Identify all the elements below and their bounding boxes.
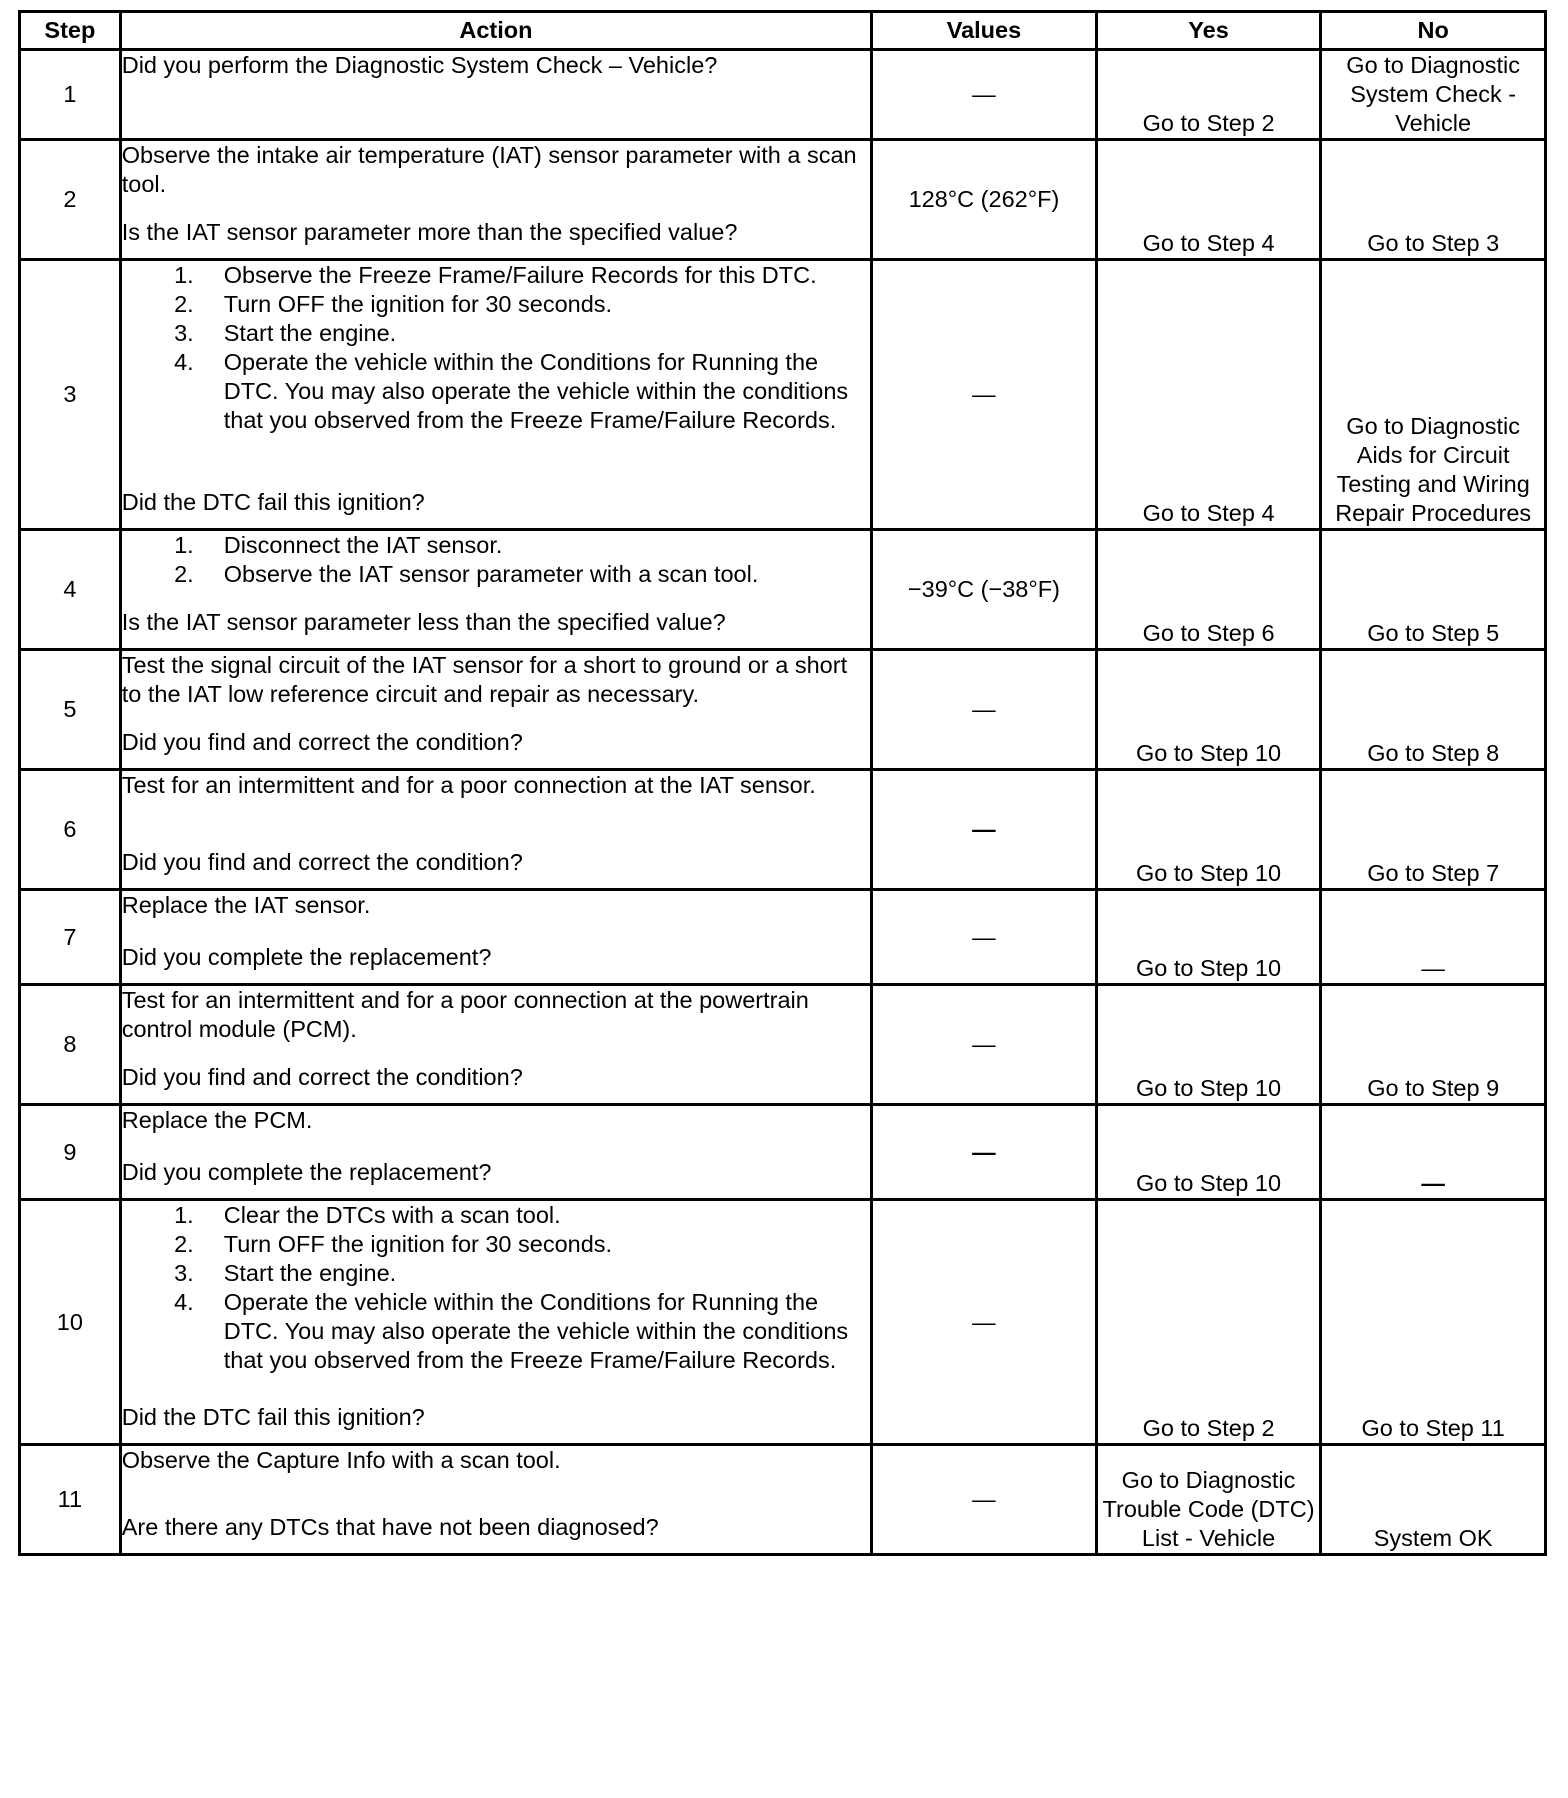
value-cell xyxy=(872,260,1097,530)
substep-item xyxy=(122,290,870,319)
value-cell xyxy=(872,140,1097,260)
no-cell xyxy=(1321,260,1546,530)
substep-text: Operate the vehicle within the Conditions for Running the DTC. You may also operate the vehicle within the conditions that you observed from the Freeze Frame/Failure Records. xyxy=(223,349,849,433)
value-text: — xyxy=(972,1031,996,1057)
no-text: Go to Step 5 xyxy=(1367,620,1500,646)
yes-text: Go to Step 10 xyxy=(1136,740,1282,766)
no-text: Go to Step 8 xyxy=(1367,740,1500,766)
no-text: — xyxy=(1421,955,1445,981)
table-row xyxy=(20,530,1546,650)
step-number: 8 xyxy=(20,985,121,1105)
action-content xyxy=(122,891,870,972)
action-text: Test for an intermittent and for a poor connection at the powertrain control module (PCM). xyxy=(121,987,809,1042)
action-question: Did you find and correct the condition? xyxy=(121,1064,523,1090)
substep-number: 1. xyxy=(174,532,194,558)
table-row xyxy=(20,770,1546,890)
substep-number: 3. xyxy=(174,320,194,346)
substep-number: 2. xyxy=(174,1231,194,1257)
action-question: Are there any DTCs that have not been diagnosed? xyxy=(121,1514,659,1540)
action-content xyxy=(122,1201,870,1432)
value-text: — xyxy=(972,816,996,842)
no-cell xyxy=(1321,770,1546,890)
yes-text: Go to Step 2 xyxy=(1142,110,1275,136)
step-number: 10 xyxy=(20,1200,121,1445)
table-row xyxy=(20,985,1546,1105)
yes-cell xyxy=(1096,1200,1321,1445)
step-number: 11 xyxy=(20,1445,121,1555)
header-row xyxy=(20,12,1546,50)
yes-cell xyxy=(1096,1445,1321,1555)
no-cell xyxy=(1321,650,1546,770)
action-cell xyxy=(120,1105,871,1200)
no-cell xyxy=(1321,1445,1546,1555)
no-text: System OK xyxy=(1373,1525,1493,1551)
action-question: Did you find and correct the condition? xyxy=(121,729,523,755)
action-question: Did the DTC fail this ignition? xyxy=(121,489,425,515)
yes-cell xyxy=(1096,50,1321,140)
yes-cell xyxy=(1096,770,1321,890)
step-number: 2 xyxy=(20,140,121,260)
action-cell xyxy=(120,50,871,140)
substep-item xyxy=(122,1230,870,1259)
yes-cell xyxy=(1096,140,1321,260)
substep-item xyxy=(122,1288,870,1375)
no-text: Go to Diagnostic Aids for Circuit Testing and Wiring Repair Procedures xyxy=(1335,413,1532,526)
substep-item xyxy=(122,348,870,435)
no-text: Go to Step 9 xyxy=(1367,1075,1500,1101)
value-cell xyxy=(872,770,1097,890)
no-cell xyxy=(1321,50,1546,140)
action-cell xyxy=(120,985,871,1105)
substep-text: Observe the Freeze Frame/Failure Records for this DTC. xyxy=(223,262,817,288)
yes-text: Go to Step 4 xyxy=(1142,500,1275,526)
table-row xyxy=(20,1445,1546,1555)
yes-text: Go to Step 4 xyxy=(1142,230,1275,256)
substep-number: 2. xyxy=(174,561,194,587)
header-no: No xyxy=(1321,12,1546,50)
substep-number: 1. xyxy=(174,262,194,288)
value-cell xyxy=(872,1105,1097,1200)
table-body xyxy=(20,50,1546,1555)
table-row xyxy=(20,650,1546,770)
substep-text: Operate the vehicle within the Conditions for Running the DTC. You may also operate the vehicle within the conditions that you observed from the Freeze Frame/Failure Records. xyxy=(223,1289,849,1373)
substep-item xyxy=(122,1201,870,1230)
substep-number: 2. xyxy=(174,291,194,317)
table-row xyxy=(20,1105,1546,1200)
action-content xyxy=(122,141,870,247)
action-cell xyxy=(120,770,871,890)
action-cell xyxy=(120,530,871,650)
no-text: — xyxy=(1421,1170,1445,1196)
yes-text: Go to Step 2 xyxy=(1142,1415,1275,1441)
action-text: Observe the Capture Info with a scan tool. xyxy=(121,1447,561,1473)
yes-cell xyxy=(1096,650,1321,770)
value-cell xyxy=(872,530,1097,650)
yes-cell xyxy=(1096,890,1321,985)
table-row xyxy=(20,50,1546,140)
step-number: 3 xyxy=(20,260,121,530)
no-text: Go to Step 3 xyxy=(1367,230,1500,256)
action-content xyxy=(122,986,870,1092)
header-action: Action xyxy=(120,12,871,50)
no-cell xyxy=(1321,140,1546,260)
substep-item xyxy=(122,531,870,560)
value-text: — xyxy=(972,923,996,950)
value-cell xyxy=(872,1445,1097,1555)
yes-cell xyxy=(1096,1105,1321,1200)
action-text: Observe the intake air temperature (IAT) sensor parameter with a scan tool. xyxy=(121,142,857,197)
value-text: — xyxy=(972,1486,996,1512)
value-cell xyxy=(872,890,1097,985)
action-text: Did you perform the Diagnostic System Check – Vehicle? xyxy=(121,52,718,78)
step-number: 9 xyxy=(20,1105,121,1200)
step-number: 6 xyxy=(20,770,121,890)
value-text: 128°C (262°F) xyxy=(908,186,1060,212)
no-cell xyxy=(1321,1200,1546,1445)
substep-text: Start the engine. xyxy=(223,320,397,346)
header-values: Values xyxy=(872,12,1097,50)
header-yes: Yes xyxy=(1096,12,1321,50)
substep-number: 1. xyxy=(174,1202,194,1228)
value-cell xyxy=(872,1200,1097,1445)
action-content xyxy=(122,651,870,757)
yes-text: Go to Step 10 xyxy=(1136,955,1282,981)
action-question: Did you complete the replacement? xyxy=(121,1159,492,1185)
action-cell xyxy=(120,650,871,770)
substep-text: Start the engine. xyxy=(223,1260,397,1286)
action-question: Did the DTC fail this ignition? xyxy=(121,1404,425,1430)
step-number: 7 xyxy=(20,890,121,985)
action-cell xyxy=(120,140,871,260)
substep-text: Disconnect the IAT sensor. xyxy=(223,532,503,558)
no-cell xyxy=(1321,1105,1546,1200)
yes-text: Go to Step 6 xyxy=(1142,620,1275,646)
table-row xyxy=(20,1200,1546,1445)
no-text: Go to Step 11 xyxy=(1361,1415,1505,1441)
substep-number: 4. xyxy=(174,1289,194,1315)
diagnostic-table xyxy=(18,10,1547,1556)
substep-item xyxy=(122,560,870,589)
action-content xyxy=(122,1106,870,1187)
substep-item xyxy=(122,319,870,348)
value-text: — xyxy=(972,81,996,107)
no-text: Go to Step 7 xyxy=(1367,860,1500,886)
header-step: Step xyxy=(20,12,121,50)
action-question: Is the IAT sensor parameter less than the specified value? xyxy=(121,609,726,635)
action-cell xyxy=(120,890,871,985)
action-text: Test for an intermittent and for a poor connection at the IAT sensor. xyxy=(121,772,816,798)
substep-item xyxy=(122,261,870,290)
yes-cell xyxy=(1096,260,1321,530)
action-question: Did you complete the replacement? xyxy=(121,944,492,970)
step-number: 4 xyxy=(20,530,121,650)
substep-text: Turn OFF the ignition for 30 seconds. xyxy=(223,291,613,317)
substep-list xyxy=(122,531,870,589)
yes-cell xyxy=(1096,985,1321,1105)
action-text: Replace the PCM. xyxy=(121,1107,313,1133)
yes-cell xyxy=(1096,530,1321,650)
substep-list xyxy=(122,1201,870,1375)
table-row xyxy=(20,140,1546,260)
value-text: −39°C (−38°F) xyxy=(907,576,1060,602)
substep-number: 4. xyxy=(174,349,194,375)
action-cell xyxy=(120,1200,871,1445)
yes-text: Go to Step 10 xyxy=(1136,1170,1282,1196)
action-text: Test the signal circuit of the IAT sensor for a short to ground or a short to the IAT low reference circuit and repair as necessary. xyxy=(121,652,848,707)
action-content xyxy=(122,1446,870,1542)
step-number: 5 xyxy=(20,650,121,770)
no-cell xyxy=(1321,985,1546,1105)
action-question: Did you find and correct the condition? xyxy=(121,849,523,875)
substep-number: 3. xyxy=(174,1260,194,1286)
value-text: — xyxy=(972,696,996,722)
action-content xyxy=(122,531,870,637)
action-content xyxy=(122,261,870,517)
action-content xyxy=(122,771,870,877)
table-row xyxy=(20,890,1546,985)
yes-text: Go to Step 10 xyxy=(1136,860,1282,886)
yes-text: Go to Diagnostic Trouble Code (DTC) List - Vehicle xyxy=(1102,1467,1315,1551)
step-number: 1 xyxy=(20,50,121,140)
no-cell xyxy=(1321,530,1546,650)
substep-text: Observe the IAT sensor parameter with a scan tool. xyxy=(223,561,759,587)
value-text: — xyxy=(972,381,996,407)
value-text: — xyxy=(972,1138,996,1165)
action-question: Is the IAT sensor parameter more than the specified value? xyxy=(121,219,738,245)
substep-text: Turn OFF the ignition for 30 seconds. xyxy=(223,1231,613,1257)
value-text: — xyxy=(972,1308,996,1335)
substep-list xyxy=(122,261,870,435)
action-content xyxy=(122,51,870,123)
no-cell xyxy=(1321,890,1546,985)
action-cell xyxy=(120,260,871,530)
yes-text: Go to Step 10 xyxy=(1136,1075,1282,1101)
value-cell xyxy=(872,650,1097,770)
value-cell xyxy=(872,50,1097,140)
action-text: Replace the IAT sensor. xyxy=(121,892,371,918)
substep-item xyxy=(122,1259,870,1288)
no-text: Go to Diagnostic System Check - Vehicle xyxy=(1346,52,1521,136)
action-cell xyxy=(120,1445,871,1555)
table-row xyxy=(20,260,1546,530)
substep-text: Clear the DTCs with a scan tool. xyxy=(223,1202,561,1228)
value-cell xyxy=(872,985,1097,1105)
